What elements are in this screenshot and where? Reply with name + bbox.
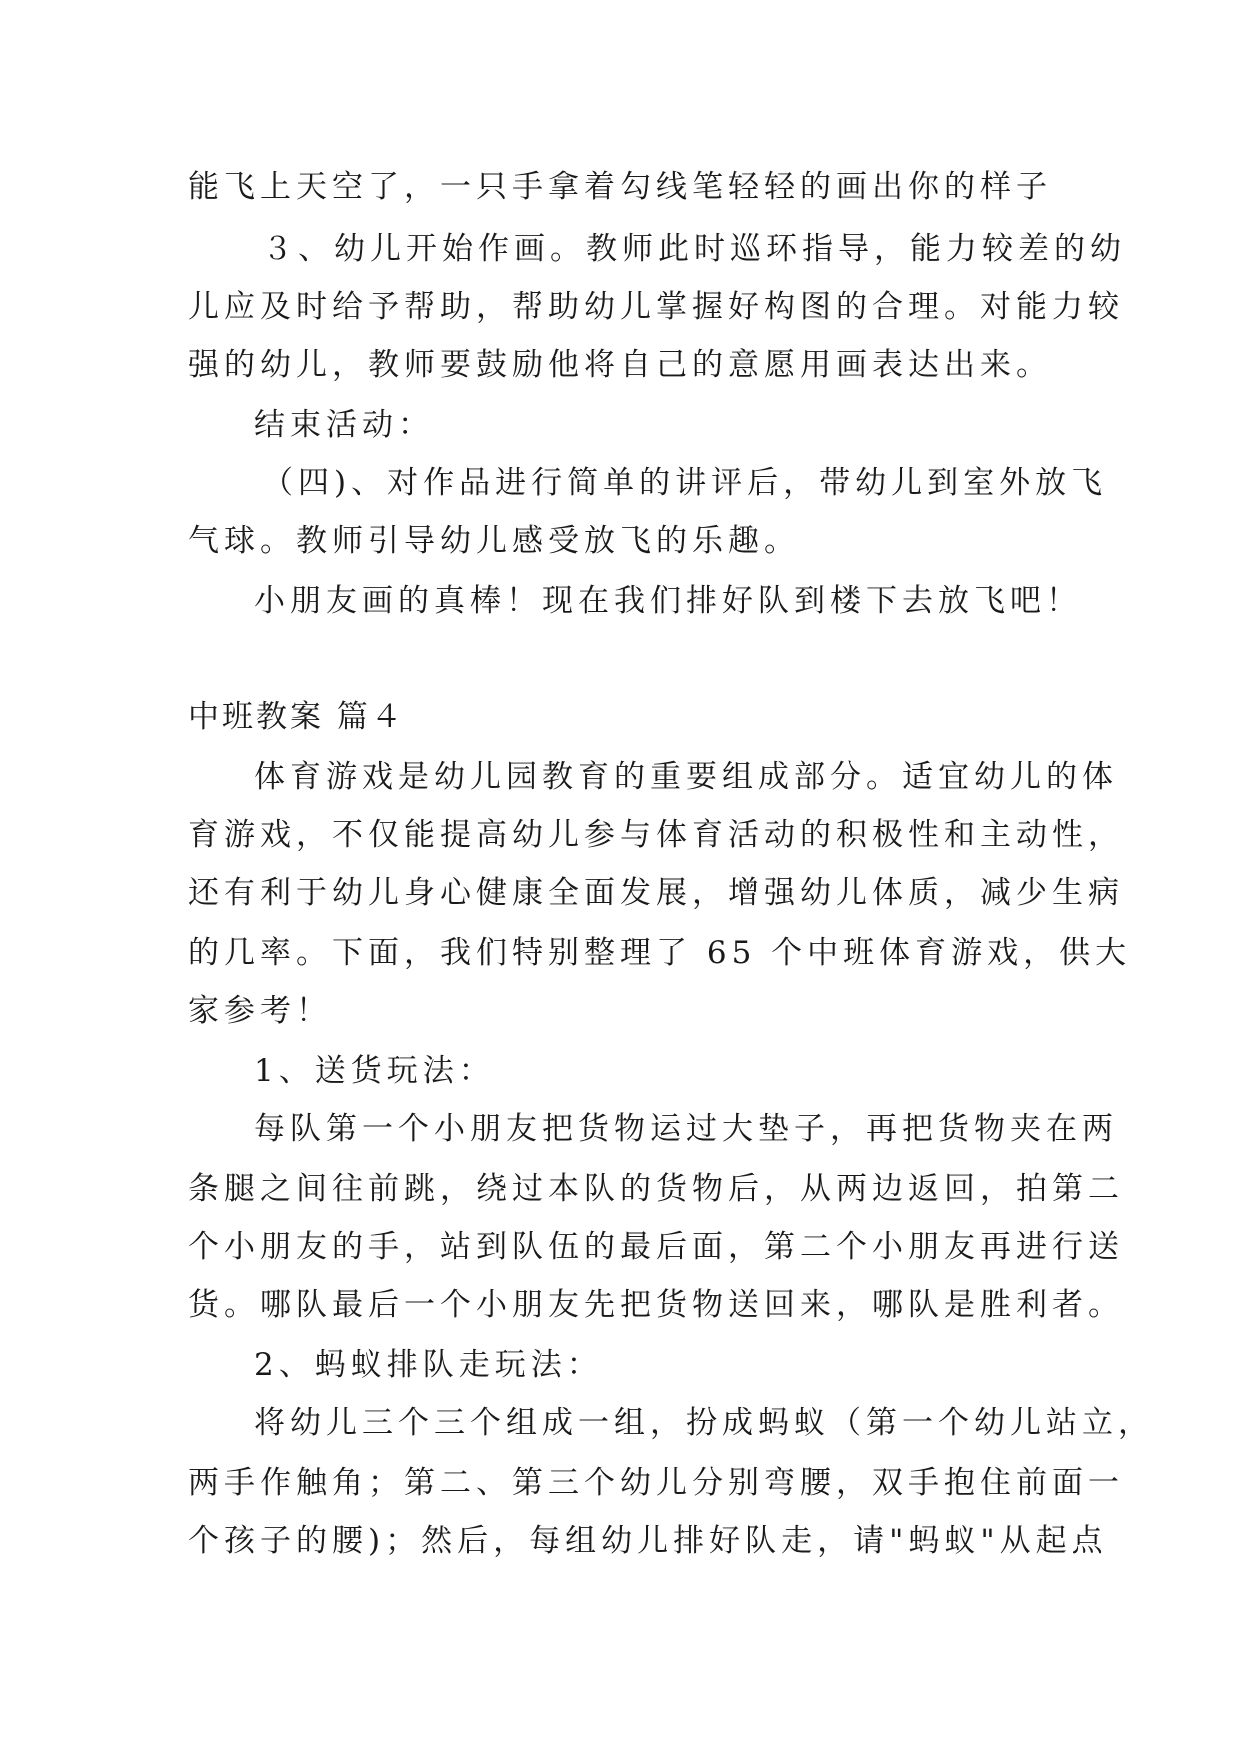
- text-line: 能飞上天空了，一只手拿着勾线笔轻轻的画出你的样子: [188, 169, 1052, 205]
- step-4-line: （四)、对作品进行简单的讲评后，带幼儿到室外放飞: [262, 465, 1108, 501]
- text-line: 小朋友画的真棒！现在我们排好队到楼下去放飞吧！: [254, 583, 1082, 619]
- text-line: 气球。教师引导幼儿感受放飞的乐趣。: [188, 523, 800, 559]
- paragraph-line: 体育游戏是幼儿园教育的重要组成部分。适宜幼儿的体: [254, 759, 1118, 795]
- paragraph-line: 每队第一个小朋友把货物运过大垫子，再把货物夹在两: [254, 1111, 1118, 1147]
- game-2-heading: 2、蚂蚁排队走玩法：: [254, 1347, 603, 1383]
- text-line: 强的幼儿，教师要鼓励他将自己的意愿用画表达出来。: [188, 347, 1052, 383]
- paragraph-line: 还有利于幼儿身心健康全面发展，增强幼儿体质，减少生病: [188, 875, 1124, 911]
- paragraph-line: 两手作触角；第二、第三个幼儿分别弯腰，双手抱住前面一: [188, 1465, 1124, 1501]
- paragraph-line: 条腿之间往前跳，绕过本队的货物后，从两边返回，拍第二: [188, 1171, 1124, 1207]
- section-title: 中班教案 篇４: [188, 699, 405, 735]
- paragraph-line: 家参考！: [188, 993, 332, 1029]
- game-1-heading: 1、送货玩法：: [254, 1053, 495, 1089]
- paragraph-line: 个小朋友的手，站到队伍的最后面，第二个小朋友再进行送: [188, 1229, 1124, 1265]
- subheading-end-activity: 结束活动：: [254, 407, 434, 443]
- paragraph-line: 的几率。下面，我们特别整理了 65 个中班体育游戏，供大: [188, 935, 1132, 971]
- paragraph-line: 育游戏，不仅能提高幼儿参与体育活动的积极性和主动性，: [188, 817, 1124, 853]
- paragraph-line: 将幼儿三个三个组成一组，扮成蚂蚁（第一个幼儿站立，: [254, 1405, 1154, 1441]
- text-line: 儿应及时给予帮助，帮助幼儿掌握好构图的合理。对能力较: [188, 289, 1124, 325]
- step-3-line: ３、幼儿开始作画。教师此时巡环指导，能力较差的幼: [262, 231, 1126, 267]
- paragraph-line: 个孩子的腰)；然后，每组幼儿排好队走，请"蚂蚁"从起点: [188, 1523, 1108, 1559]
- paragraph-line: 货。哪队最后一个小朋友先把货物送回来，哪队是胜利者。: [188, 1287, 1124, 1323]
